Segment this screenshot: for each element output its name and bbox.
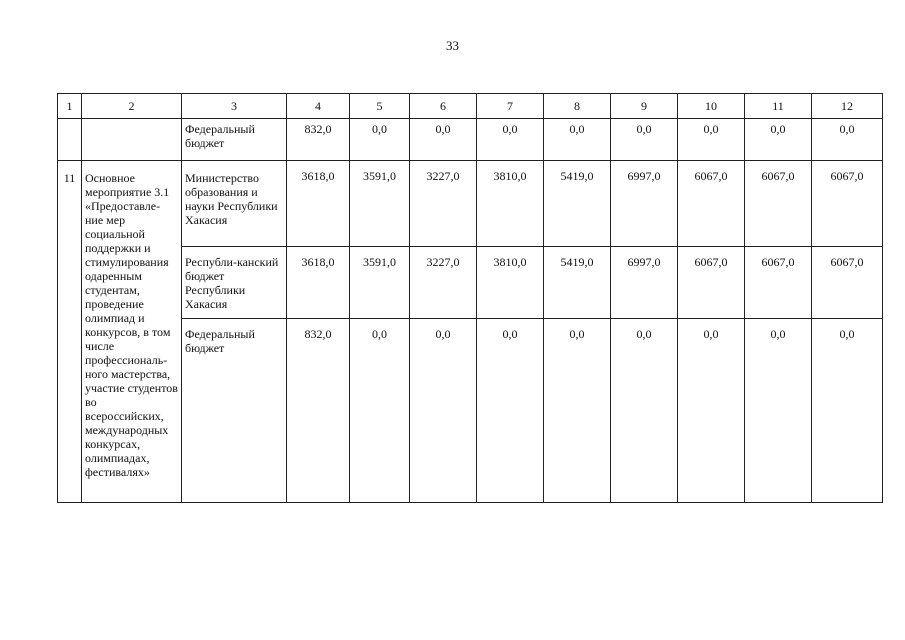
value-cell: 6067,0: [678, 247, 745, 319]
header-cell: 4: [287, 94, 350, 119]
value-cell: 0,0: [812, 119, 883, 161]
item-number: 11: [58, 161, 82, 503]
funding-source: Федеральный бюджет: [182, 319, 287, 503]
value-cell: 0,0: [350, 119, 410, 161]
value-cell: 3618,0: [287, 247, 350, 319]
value-cell: 0,0: [410, 319, 477, 503]
value-cell: 3227,0: [410, 247, 477, 319]
value-cell: 0,0: [477, 119, 544, 161]
table-row-republican-budget: [58, 247, 883, 319]
value-cell: 6067,0: [812, 161, 883, 247]
value-cell: 6067,0: [678, 161, 745, 247]
value-cell: 5419,0: [544, 247, 611, 319]
header-cell: 3: [182, 94, 287, 119]
value-cell: 832,0: [287, 319, 350, 503]
value-cell: 3618,0: [287, 161, 350, 247]
value-cell: 6067,0: [812, 247, 883, 319]
value-cell: 0,0: [745, 119, 812, 161]
header-cell: 10: [678, 94, 745, 119]
value-cell: 0,0: [544, 319, 611, 503]
value-cell: 3591,0: [350, 247, 410, 319]
empty-cell: [82, 119, 182, 161]
value-cell: 0,0: [611, 119, 678, 161]
value-cell: 0,0: [678, 319, 745, 503]
value-cell: 0,0: [350, 319, 410, 503]
header-cell: 12: [812, 94, 883, 119]
table-row-federal: [58, 319, 883, 503]
value-cell: 0,0: [812, 319, 883, 503]
table-row-ministry: [58, 161, 883, 247]
value-cell: 0,0: [477, 319, 544, 503]
header-cell: 7: [477, 94, 544, 119]
value-cell: 3591,0: [350, 161, 410, 247]
page-number: 33: [446, 38, 459, 53]
funding-source: Федеральный бюджет: [182, 119, 287, 161]
funding-source: Министерство образования и науки Республики Хакасия: [182, 161, 287, 247]
header-cell: 11: [745, 94, 812, 119]
value-cell: 0,0: [745, 319, 812, 503]
value-cell: 0,0: [410, 119, 477, 161]
value-cell: 3810,0: [477, 247, 544, 319]
value-cell: 0,0: [611, 319, 678, 503]
value-cell: 0,0: [678, 119, 745, 161]
value-cell: 0,0: [544, 119, 611, 161]
value-cell: 3227,0: [410, 161, 477, 247]
header-cell: 1: [58, 94, 82, 119]
header-cell: 2: [82, 94, 182, 119]
value-cell: 6067,0: [745, 247, 812, 319]
value-cell: 6997,0: [611, 161, 678, 247]
header-cell: 5: [350, 94, 410, 119]
budget-table: [57, 93, 883, 503]
table-row-federal-top: [58, 119, 883, 161]
value-cell: 5419,0: [544, 161, 611, 247]
value-cell: 6067,0: [745, 161, 812, 247]
header-cell: 8: [544, 94, 611, 119]
funding-source: Республи-канский бюджет Республики Хакасия: [182, 247, 287, 319]
header-cell: 9: [611, 94, 678, 119]
value-cell: 6997,0: [611, 247, 678, 319]
header-cell: 6: [410, 94, 477, 119]
header-row: [58, 94, 883, 119]
value-cell: 832,0: [287, 119, 350, 161]
item-name: Основное мероприятие 3.1 «Предоставле-ние мер социальной поддержки и стимулирования одаренным студентам, проведение олимпиад и конкурсов, в том числе профессиональ-ного мастерства, участие студентов во всероссийских, международных конкурсах, олимпиадах, фестивалях»: [82, 161, 182, 503]
value-cell: 3810,0: [477, 161, 544, 247]
empty-cell: [58, 119, 82, 161]
